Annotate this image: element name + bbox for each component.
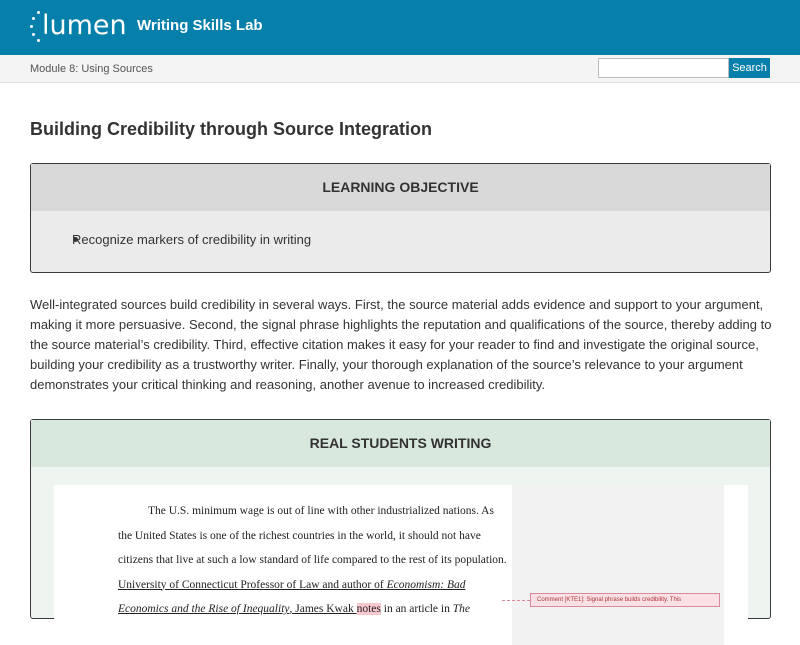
breadcrumb[interactable]: Module 8: Using Sources <box>30 63 153 75</box>
document-text <box>118 499 512 622</box>
highlighted-verb: notes <box>356 603 381 615</box>
learning-objective-heading: LEARNING OBJECTIVE <box>31 164 770 211</box>
credibility-paragraph: Well-integrated sources build credibility in several ways. First, the source material adds evidence and support to your argument, making it more persuasive. Second, the signal phrase highlights the reputation and qualifications of the source, thereby adding to the source material’s credibility. Third, effective citation makes it easy for your reader to find and investigate the original source, building your credibility as a trustworthy writer. Finally, your thorough explanation of the source’s relevance to your argument demonstrates your critical thinking and reasoning, another avenue to increased credibility. <box>30 297 772 392</box>
book-title: Economism: Bad <box>386 578 466 591</box>
comment-connector <box>502 600 530 601</box>
book-title-cont: Economics and the Rise of Inequality <box>118 603 290 615</box>
learning-objective-box <box>30 163 771 273</box>
top-header <box>0 0 800 55</box>
document-comment: Comment [KTE1]: Signal phrase builds credibility. This <box>530 593 720 607</box>
document-line: The U.S. minimum wage is out of line with other industrialized nations. As <box>148 505 494 517</box>
logo-text: lumen <box>42 10 127 41</box>
lumen-logo[interactable] <box>28 8 127 48</box>
learning-objective-item: Recognize markers of credibility in writing <box>72 232 312 247</box>
publication-name: The <box>452 603 470 615</box>
search-button[interactable]: Search <box>729 58 770 78</box>
real-students-writing-box <box>30 419 771 619</box>
document-comment-margin <box>512 485 724 645</box>
document-line <box>118 573 512 598</box>
author-name: , James Kwak <box>289 603 357 615</box>
page-title: Building Credibility through Source Integration <box>30 119 432 139</box>
app-title[interactable]: Writing Skills Lab <box>137 17 263 34</box>
real-students-writing-heading: REAL STUDENTS WRITING <box>31 420 770 467</box>
document-line <box>118 597 512 622</box>
document-line: citizens that live at such a low standard of life compared to the rest of its population. <box>118 554 507 566</box>
sub-header <box>0 55 800 83</box>
search-input[interactable] <box>598 58 729 78</box>
student-document-image <box>54 485 748 645</box>
logo-dots-icon <box>28 8 42 48</box>
signal-phrase: University of Connecticut Professor of Law and author of <box>118 578 387 591</box>
document-text-run: in an article in <box>380 603 453 615</box>
document-line: the United States is one of the richest countries in the world, it should not have <box>118 529 481 542</box>
